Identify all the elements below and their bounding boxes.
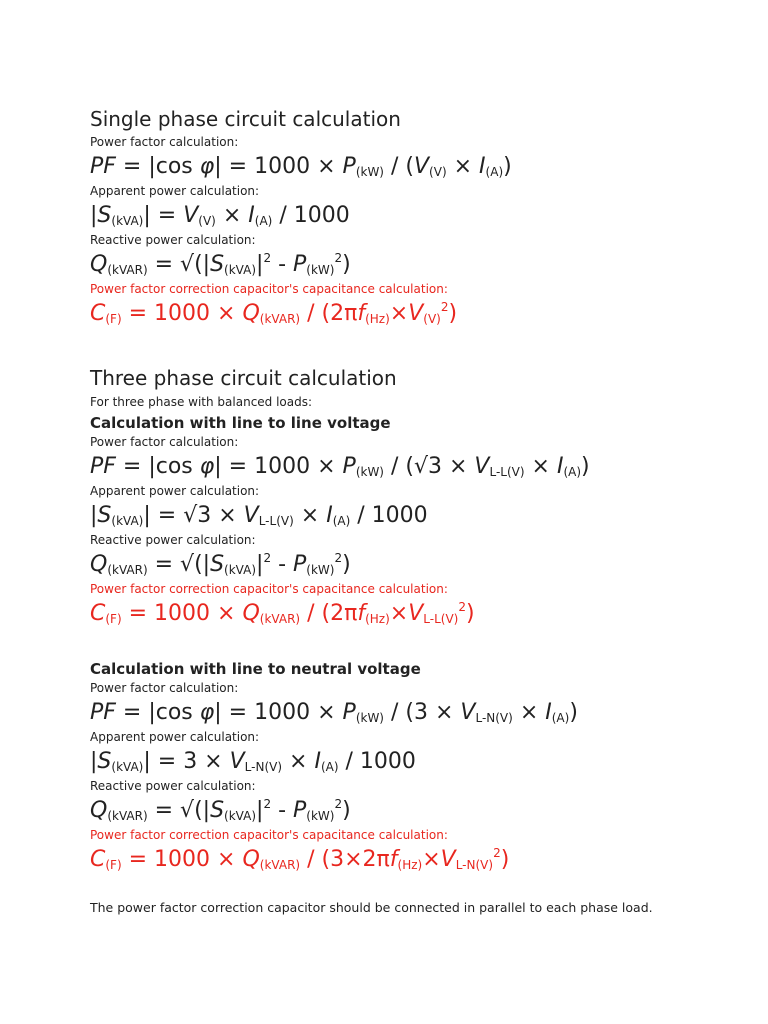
pf-label: Power factor calculation: xyxy=(90,435,239,449)
apparent-power-label: Apparent power calculation: xyxy=(90,730,260,744)
reactive-power-formula-ll: $Q_{(kVAR)} = √(|S_{(kVA)}|^2 - P_{(kW)}^2)$ xyxy=(90,551,351,577)
pf-label: Power factor calculation: xyxy=(90,135,239,149)
capacitance-formula-ll: $C_{(F)} = 1000 \times Q_{(kVAR)} / (2\pi f_{(Hz)}\times V_{L-L(V)}^2)$ xyxy=(90,600,475,626)
reactive-power-formula-ln: $Q_{(kVAR)} = √(|S_{(kVA)}|^2 - P_{(kW)}^2)$ xyxy=(90,797,351,823)
reactive-power-label: Reactive power calculation: xyxy=(90,533,256,547)
reactive-power-label: Reactive power calculation: xyxy=(90,233,256,247)
pf-formula-single: PF = |cos $\varphi| = 1000 \times P_{(kW)} / (V_{(V)} \times I_{(A)})$ xyxy=(90,154,512,179)
three-phase-intro: For three phase with balanced loads: xyxy=(90,395,313,409)
capacitance-formula-single: $C_{(F)} = 1000 \times Q_{(kVAR)} / (2\pi f_{(Hz)}\times V_{(V)}^2)$ xyxy=(90,300,458,326)
capacitance-formula-ln: $C_{(F)} = 1000 \times Q_{(kVAR)} / (3\times 2\pi f_{(Hz)}\times V_{L-N(V)}^2)$ xyxy=(90,846,510,872)
single-phase-heading: Single phase circuit calculation xyxy=(90,107,401,131)
article-body xyxy=(90,105,690,916)
pf-formula-ln: PF = |cos $\varphi| = 1000 \times P_{(kW)} / (3 \times V_{L-N(V)} \times I_{(A)})$ xyxy=(90,700,578,725)
capacitance-label: Power factor correction capacitor's capacitance calculation: xyxy=(90,828,448,842)
line-to-line-heading: Calculation with line to line voltage xyxy=(90,414,391,432)
reactive-power-label: Reactive power calculation: xyxy=(90,779,256,793)
apparent-power-label: Apparent power calculation: xyxy=(90,484,260,498)
pf-label: Power factor calculation: xyxy=(90,681,239,695)
connection-note: The power factor correction capacitor should be connected in parallel to each phase load. xyxy=(90,900,653,915)
line-to-neutral-heading: Calculation with line to neutral voltage xyxy=(90,660,421,678)
apparent-power-formula-single: $|S_{(kVA)}| = V_{(V)} \times I_{(A)} / 1000$ xyxy=(90,203,350,228)
reactive-power-formula-single: $Q_{(kVAR)} = √(|S_{(kVA)}|^2 - P_{(kW)}^2)$ xyxy=(90,251,351,277)
apparent-power-label: Apparent power calculation: xyxy=(90,184,260,198)
capacitance-label: Power factor correction capacitor's capacitance calculation: xyxy=(90,282,448,296)
apparent-power-formula-ln: $|S_{(kVA)}| = 3 \times V_{L-N(V)} \times I_{(A)} / 1000$ xyxy=(90,749,416,774)
pf-formula-ll: PF = |cos $\varphi| = 1000 \times P_{(kW)} / (√3 \times V_{L-L(V)} \times I_{(A)})$ xyxy=(90,454,590,479)
capacitance-label: Power factor correction capacitor's capacitance calculation: xyxy=(90,582,448,596)
apparent-power-formula-ll: $|S_{(kVA)}| = √3 \times V_{L-L(V)} \times I_{(A)} / 1000$ xyxy=(90,503,428,528)
three-phase-heading: Three phase circuit calculation xyxy=(90,366,397,390)
